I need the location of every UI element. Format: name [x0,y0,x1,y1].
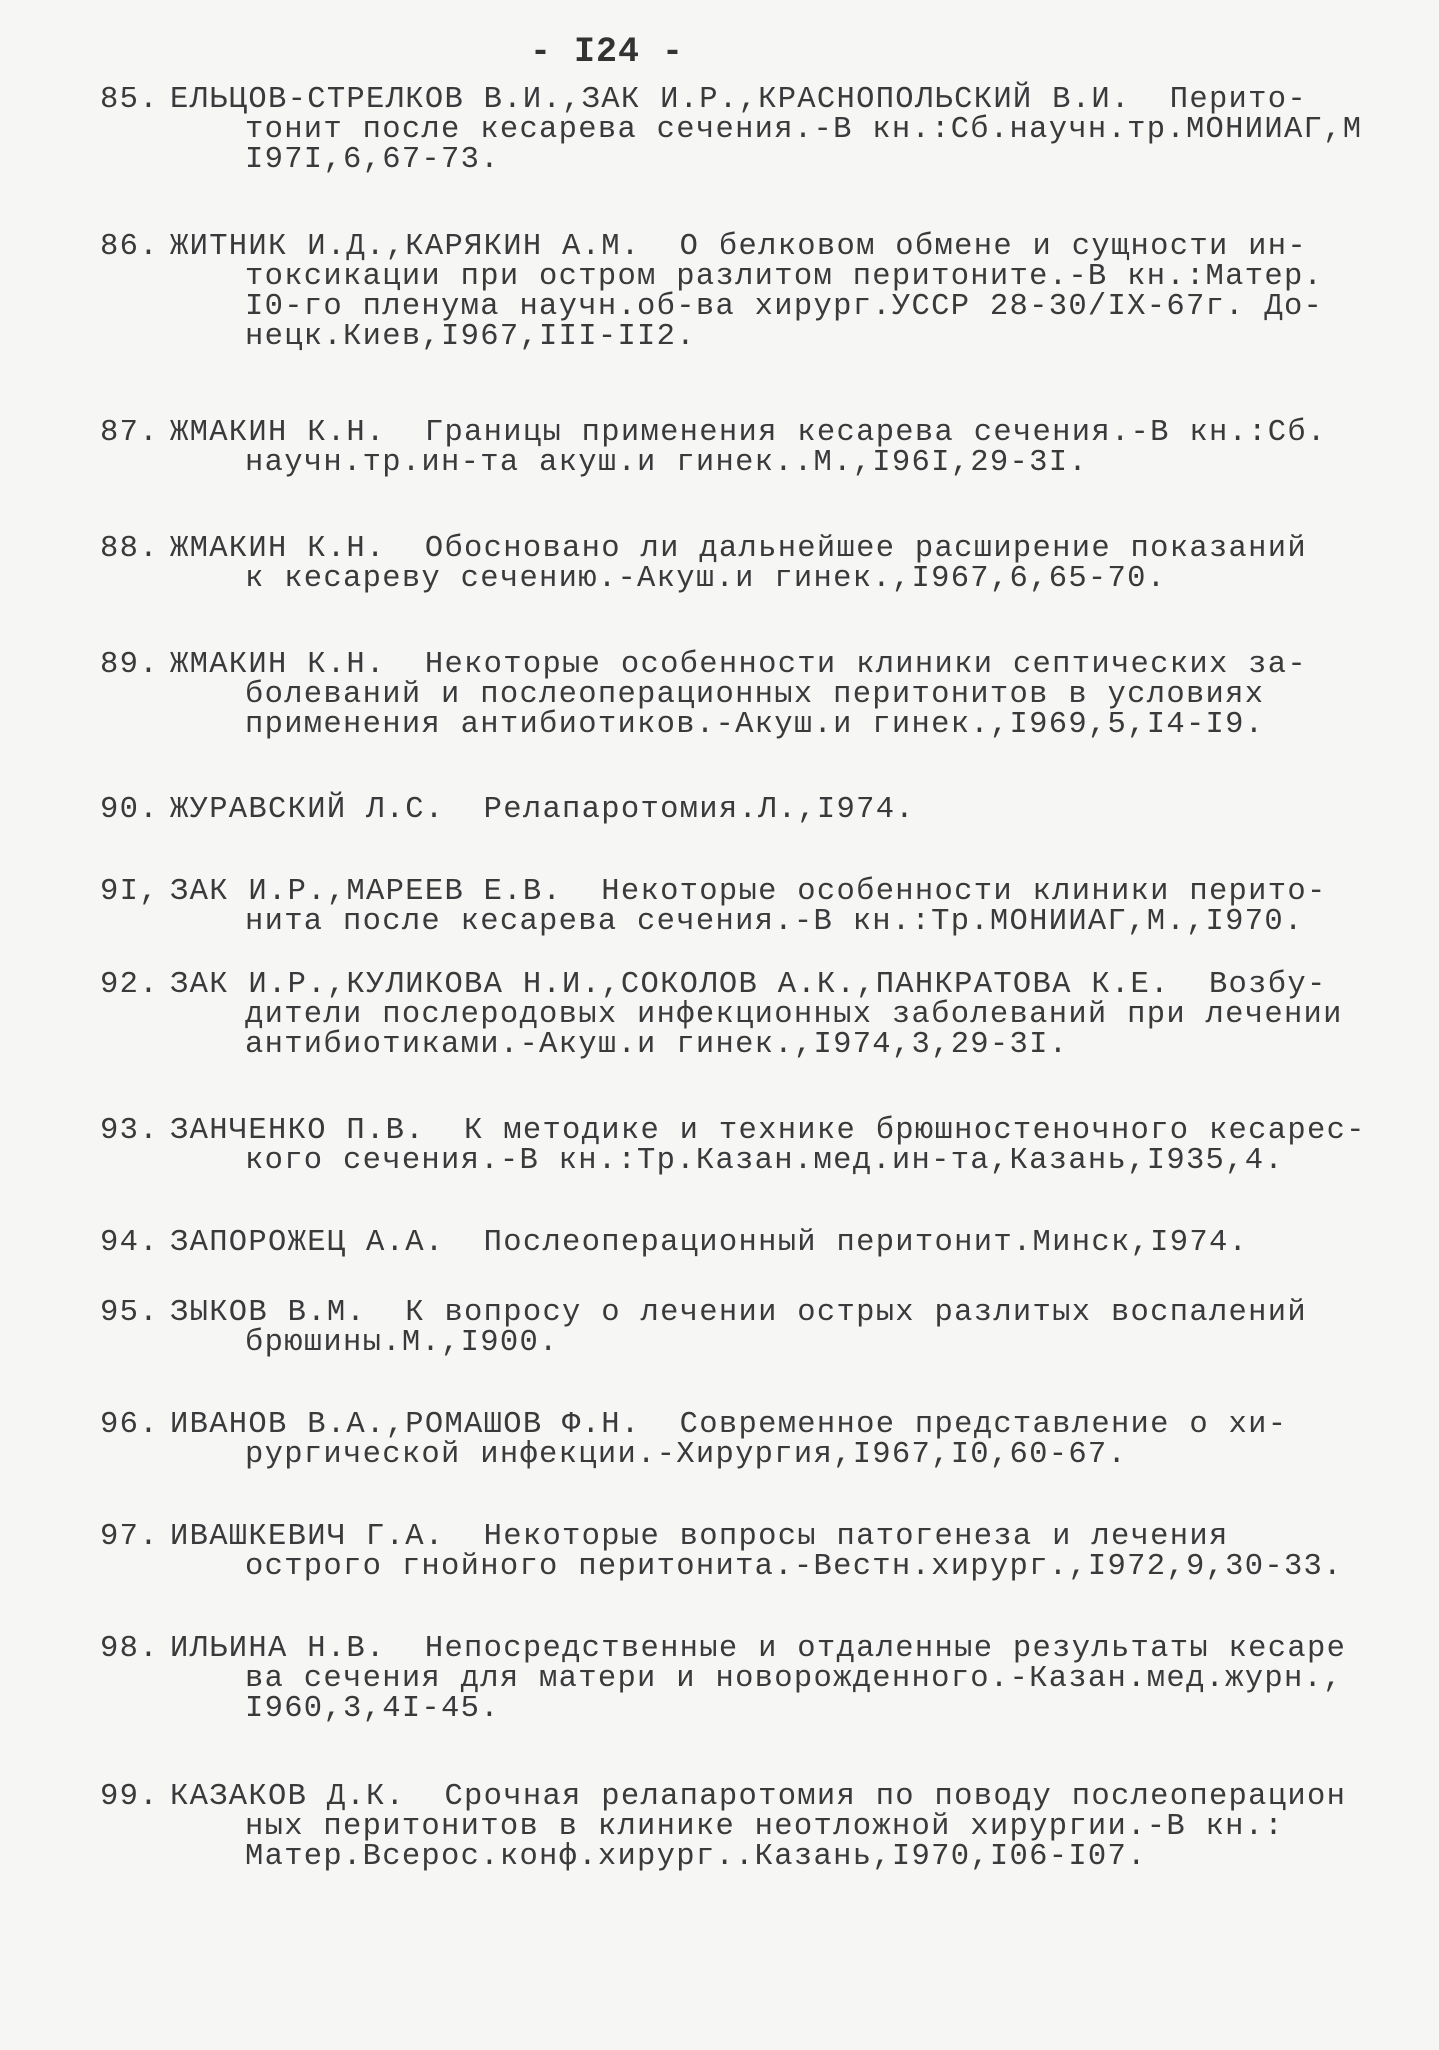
entry-line: острого гнойного перитонита.-Вестн.хирург.,I972,9,30-33. [245,1550,1343,1584]
entry-number: 93. [100,1114,159,1148]
entry-line: ИВАШКЕВИЧ Г.А. Некоторые вопросы патогенеза и лечения [170,1520,1229,1554]
entry-number: 90. [100,793,159,827]
page-number: - I24 - [530,32,685,72]
entry-line: к кесареву сечению.-Акуш.и гинек.,I967,6,65-70. [245,562,1167,596]
entry-line: ЖМАКИН К.Н. Границы применения кесарева сечения.-В кн.:Сб. [170,416,1327,450]
entry-line: антибиотиками.-Акуш.и гинек.,I974,3,29-3I. [245,1028,1069,1062]
entry-line: ЗАПОРОЖЕЦ А.А. Послеоперационный перитонит.Минск,I974. [170,1226,1249,1260]
entry-line: брюшины.М.,I900. [245,1326,559,1360]
entry-number: 9I, [100,875,159,909]
entry-line: ИЛЬИНА Н.В. Непосредственные и отдаленные результаты кесаре [170,1632,1347,1666]
entry-line: ЖМАКИН К.Н. Обосновано ли дальнейшее расширение показаний [170,532,1307,566]
entry-line: ЖУРАВСКИЙ Л.С. Релапаротомия.Л.,I974. [170,793,915,827]
entry-number: 85. [100,83,159,117]
entry-line: ЕЛЬЦОВ-СТРЕЛКОВ В.И.,ЗАК И.Р.,КРАСНОПОЛЬСКИЙ В.И. Перито- [170,83,1307,117]
entry-number: 86. [100,230,159,264]
entry-line: болеваний и послеоперационных перитонитов в условиях [245,678,1265,712]
entry-line: ЗАК И.Р.,КУЛИКОВА Н.И.,СОКОЛОВ А.К.,ПАНКРАТОВА К.Е. Возбу- [170,968,1327,1002]
entry-line: тонит после кесарева сечения.-В кн.:Сб.научн.тр.МОНИИАГ,М [245,113,1363,147]
entry-number: 96. [100,1408,159,1442]
entry-line: применения антибиотиков.-Акуш.и гинек.,I969,5,I4-I9. [245,708,1265,742]
entry-line: ЗАК И.Р.,МАРЕЕВ Е.В. Некоторые особенности клиники перито- [170,875,1327,909]
entry-number: 88. [100,532,159,566]
entry-line: рургической инфекции.-Хирургия,I967,I0,60-67. [245,1438,1128,1472]
entry-line: ЗАНЧЕНКО П.В. К методике и технике брюшностеночного кесарес- [170,1114,1366,1148]
entry-number: 94. [100,1226,159,1260]
entry-line: ЗЫКОВ В.М. К вопросу о лечении острых разлитых воспалений [170,1296,1307,1330]
entry-line: ЖМАКИН К.Н. Некоторые особенности клиники септических за- [170,648,1307,682]
entry-number: 97. [100,1520,159,1554]
entry-line: I97I,6,67-73. [245,143,500,177]
entry-number: 87. [100,416,159,450]
entry-line: ных перитонитов в клинике неотложной хирургии.-В кн.: [245,1810,1284,1844]
entry-line: кого сечения.-В кн.:Тр.Казан.мед.ин-та,Казань,I935,4. [245,1144,1284,1178]
entry-line: ЖИТНИК И.Д.,КАРЯКИН А.М. О белковом обмене и сущности ин- [170,230,1307,264]
entry-number: 98. [100,1632,159,1666]
entry-line: научн.тр.ин-та акуш.и гинек..М.,I96I,29-3I. [245,446,1088,480]
entry-line: токсикации при остром разлитом перитоните.-В кн.:Матер. [245,260,1324,294]
entry-line: нецк.Киев,I967,III-II2. [245,320,696,354]
entry-line: ИВАНОВ В.А.,РОМАШОВ Ф.Н. Современное представление о хи- [170,1408,1288,1442]
entry-number: 89. [100,648,159,682]
entry-line: дители послеродовых инфекционных заболеваний при лечении [245,998,1343,1032]
entry-line: нита после кесарева сечения.-В кн.:Тр.МОНИИАГ,М.,I970. [245,905,1304,939]
entry-line: I960,3,4I-45. [245,1692,500,1726]
entry-line: I0-го пленума научн.об-ва хирург.УССР 28-30/IX-67г. До- [245,290,1324,324]
entry-number: 99. [100,1780,159,1814]
entry-line: Матер.Всерос.конф.хирург..Казань,I970,I06-I07. [245,1840,1147,1874]
entry-line: ва сечения для матери и новорожденного.-Казан.мед.журн., [245,1662,1343,1696]
entry-line: КАЗАКОВ Д.К. Срочная релапаротомия по поводу послеоперацион [170,1780,1347,1814]
entry-number: 92. [100,968,159,1002]
entry-number: 95. [100,1296,159,1330]
